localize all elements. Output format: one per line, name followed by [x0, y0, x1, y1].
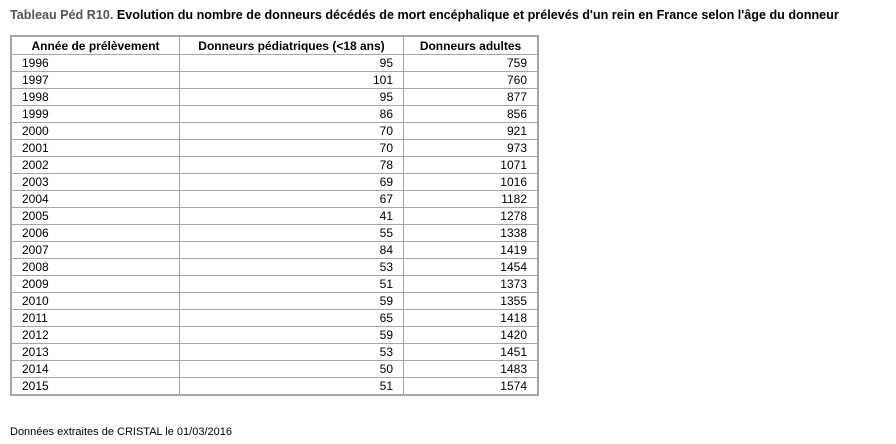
- cell-adult-donors: 1454: [404, 259, 539, 276]
- cell-pediatric-donors: 84: [180, 242, 404, 259]
- table-title: [10, 8, 839, 22]
- table-row: [11, 89, 538, 106]
- table-row: [11, 72, 538, 89]
- cell-year: 2013: [11, 344, 180, 361]
- cell-adult-donors: 760: [404, 72, 539, 89]
- cell-adult-donors: 1373: [404, 276, 539, 293]
- cell-year: 1999: [11, 106, 180, 123]
- cell-year: 1998: [11, 89, 180, 106]
- table-row: [11, 327, 538, 344]
- cell-adult-donors: 1451: [404, 344, 539, 361]
- table-row: [11, 242, 538, 259]
- cell-adult-donors: 973: [404, 140, 539, 157]
- table-row: [11, 140, 538, 157]
- table-row: [11, 378, 538, 396]
- table-row: [11, 259, 538, 276]
- cell-pediatric-donors: 51: [180, 378, 404, 396]
- cell-adult-donors: 1418: [404, 310, 539, 327]
- table-row: [11, 157, 538, 174]
- table-header-row: [11, 36, 538, 55]
- cell-adult-donors: 1483: [404, 361, 539, 378]
- cell-pediatric-donors: 55: [180, 225, 404, 242]
- cell-pediatric-donors: 51: [180, 276, 404, 293]
- cell-adult-donors: 856: [404, 106, 539, 123]
- table-row: [11, 208, 538, 225]
- cell-adult-donors: 921: [404, 123, 539, 140]
- cell-adult-donors: 1071: [404, 157, 539, 174]
- cell-year: 2010: [11, 293, 180, 310]
- cell-year: 2001: [11, 140, 180, 157]
- cell-year: 2015: [11, 378, 180, 396]
- cell-year: 2014: [11, 361, 180, 378]
- cell-pediatric-donors: 59: [180, 293, 404, 310]
- cell-pediatric-donors: 95: [180, 89, 404, 106]
- cell-adult-donors: 1419: [404, 242, 539, 259]
- cell-pediatric-donors: 70: [180, 123, 404, 140]
- table-row: [11, 191, 538, 208]
- cell-pediatric-donors: 101: [180, 72, 404, 89]
- table-row: [11, 276, 538, 293]
- table-row: [11, 293, 538, 310]
- table-row: [11, 310, 538, 327]
- header-year: Année de prélèvement: [11, 36, 180, 55]
- table-row: [11, 55, 538, 72]
- table-title-text: Evolution du nombre de donneurs décédés de mort encéphalique et prélevés d'un rein en France selon l'âge du donneur: [113, 8, 839, 22]
- cell-adult-donors: 1016: [404, 174, 539, 191]
- table-row: [11, 123, 538, 140]
- cell-pediatric-donors: 41: [180, 208, 404, 225]
- table-title-prefix: Tableau Péd R10.: [10, 8, 114, 22]
- cell-pediatric-donors: 78: [180, 157, 404, 174]
- donors-table: [10, 35, 539, 396]
- cell-pediatric-donors: 95: [180, 55, 404, 72]
- cell-pediatric-donors: 50: [180, 361, 404, 378]
- cell-pediatric-donors: 53: [180, 344, 404, 361]
- cell-adult-donors: 1355: [404, 293, 539, 310]
- cell-year: 2006: [11, 225, 180, 242]
- cell-pediatric-donors: 65: [180, 310, 404, 327]
- table-row: [11, 344, 538, 361]
- header-pediatric-donors: Donneurs pédiatriques (<18 ans): [180, 36, 404, 55]
- cell-year: 2000: [11, 123, 180, 140]
- cell-adult-donors: 1278: [404, 208, 539, 225]
- cell-year: 1997: [11, 72, 180, 89]
- cell-year: 2002: [11, 157, 180, 174]
- header-adult-donors: Donneurs adultes: [404, 36, 539, 55]
- cell-pediatric-donors: 59: [180, 327, 404, 344]
- cell-pediatric-donors: 86: [180, 106, 404, 123]
- table-row: [11, 361, 538, 378]
- table-row: [11, 225, 538, 242]
- cell-year: 2009: [11, 276, 180, 293]
- cell-pediatric-donors: 69: [180, 174, 404, 191]
- cell-pediatric-donors: 70: [180, 140, 404, 157]
- cell-year: 2008: [11, 259, 180, 276]
- source-footnote: Données extraites de CRISTAL le 01/03/2016: [10, 426, 232, 438]
- cell-adult-donors: 759: [404, 55, 539, 72]
- cell-adult-donors: 1420: [404, 327, 539, 344]
- cell-adult-donors: 877: [404, 89, 539, 106]
- cell-pediatric-donors: 53: [180, 259, 404, 276]
- cell-year: 2012: [11, 327, 180, 344]
- table-row: [11, 174, 538, 191]
- table-row: [11, 106, 538, 123]
- cell-adult-donors: 1574: [404, 378, 539, 396]
- cell-year: 1996: [11, 55, 180, 72]
- cell-year: 2007: [11, 242, 180, 259]
- cell-adult-donors: 1338: [404, 225, 539, 242]
- cell-year: 2003: [11, 174, 180, 191]
- table-body: [11, 55, 538, 396]
- cell-year: 2004: [11, 191, 180, 208]
- cell-year: 2005: [11, 208, 180, 225]
- cell-year: 2011: [11, 310, 180, 327]
- cell-pediatric-donors: 67: [180, 191, 404, 208]
- cell-adult-donors: 1182: [404, 191, 539, 208]
